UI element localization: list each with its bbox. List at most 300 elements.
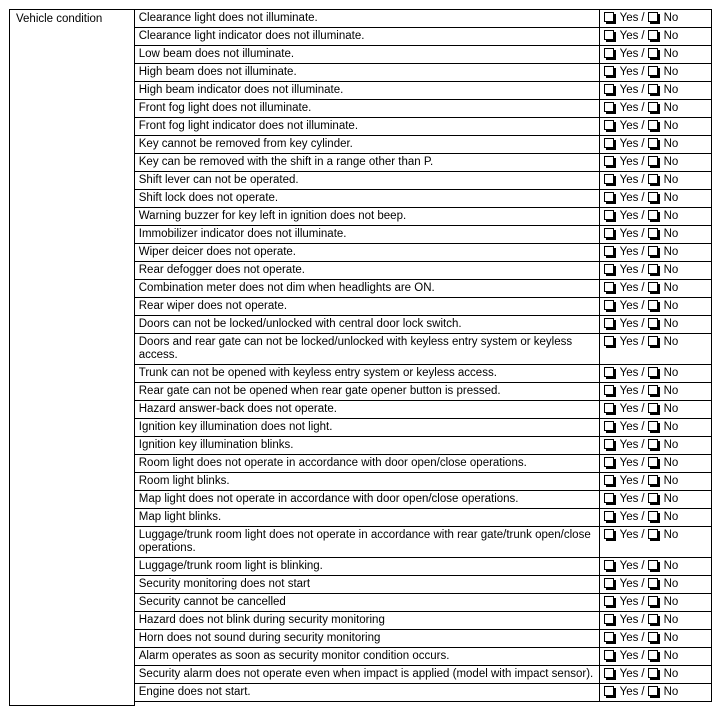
no-label: No bbox=[663, 138, 679, 150]
yes-label: Yes bbox=[619, 282, 639, 294]
no-label: No bbox=[663, 84, 679, 96]
no-checkbox[interactable] bbox=[648, 138, 658, 148]
no-label: No bbox=[663, 560, 679, 572]
no-label: No bbox=[663, 367, 679, 379]
yes-label: Yes bbox=[619, 156, 639, 168]
no-checkbox[interactable] bbox=[648, 421, 658, 431]
answer-separator: / bbox=[641, 493, 645, 505]
yes-checkbox[interactable] bbox=[604, 174, 614, 184]
yes-label: Yes bbox=[619, 493, 639, 505]
checklist-row bbox=[10, 10, 712, 28]
no-label: No bbox=[663, 529, 679, 541]
category-label: Vehicle condition bbox=[16, 13, 103, 25]
yes-label: Yes bbox=[619, 336, 639, 348]
answer-cell bbox=[599, 630, 711, 648]
condition-text: Security alarm does not operate even when impact is applied (model with impact sensor). bbox=[138, 668, 594, 680]
yes-checkbox[interactable] bbox=[604, 632, 614, 642]
answer-cell bbox=[599, 280, 711, 298]
yes-checkbox[interactable] bbox=[604, 264, 614, 274]
answer-cell bbox=[599, 64, 711, 82]
condition-cell bbox=[134, 334, 599, 365]
condition-cell bbox=[134, 594, 599, 612]
no-label: No bbox=[663, 210, 679, 222]
yes-checkbox[interactable] bbox=[604, 385, 614, 395]
answer-separator: / bbox=[641, 421, 645, 433]
answer-cell bbox=[599, 383, 711, 401]
condition-cell bbox=[134, 473, 599, 491]
yes-checkbox[interactable] bbox=[604, 228, 614, 238]
condition-cell bbox=[134, 455, 599, 473]
condition-text: Clearance light does not illuminate. bbox=[138, 12, 318, 24]
condition-text: Luggage/trunk room light does not operate in accordance with rear gate/trunk open/close operations. bbox=[138, 529, 591, 554]
answer-cell bbox=[599, 190, 711, 208]
yes-label: Yes bbox=[619, 30, 639, 42]
condition-cell bbox=[134, 226, 599, 244]
no-label: No bbox=[663, 174, 679, 186]
answer-cell bbox=[599, 118, 711, 136]
yes-checkbox[interactable] bbox=[604, 578, 614, 588]
no-label: No bbox=[663, 282, 679, 294]
condition-text: Engine does not start. bbox=[138, 686, 251, 698]
condition-text: High beam indicator does not illuminate. bbox=[138, 84, 344, 96]
yes-label: Yes bbox=[619, 421, 639, 433]
yes-checkbox[interactable] bbox=[604, 560, 614, 570]
answer-separator: / bbox=[641, 210, 645, 222]
yes-label: Yes bbox=[619, 246, 639, 258]
answer-separator: / bbox=[641, 282, 645, 294]
vehicle-condition-checklist bbox=[9, 9, 712, 706]
yes-checkbox[interactable] bbox=[604, 210, 614, 220]
answer-separator: / bbox=[641, 318, 645, 330]
no-label: No bbox=[663, 511, 679, 523]
condition-text: Room light does not operate in accordance with door open/close operations. bbox=[138, 457, 527, 469]
answer-cell bbox=[599, 509, 711, 527]
condition-cell bbox=[134, 419, 599, 437]
yes-checkbox[interactable] bbox=[604, 102, 614, 112]
no-label: No bbox=[663, 457, 679, 469]
answer-separator: / bbox=[641, 650, 645, 662]
condition-text: Map light blinks. bbox=[138, 511, 222, 523]
answer-separator: / bbox=[641, 84, 645, 96]
yes-label: Yes bbox=[619, 632, 639, 644]
condition-cell bbox=[134, 82, 599, 100]
condition-text: Room light blinks. bbox=[138, 475, 230, 487]
answer-separator: / bbox=[641, 48, 645, 60]
answer-separator: / bbox=[641, 192, 645, 204]
answer-separator: / bbox=[641, 246, 645, 258]
condition-cell bbox=[134, 365, 599, 383]
yes-checkbox[interactable] bbox=[604, 138, 614, 148]
no-checkbox[interactable] bbox=[648, 632, 658, 642]
yes-label: Yes bbox=[619, 84, 639, 96]
condition-cell bbox=[134, 576, 599, 594]
no-label: No bbox=[663, 650, 679, 662]
yes-checkbox[interactable] bbox=[604, 192, 614, 202]
answer-separator: / bbox=[641, 66, 645, 78]
no-checkbox[interactable] bbox=[648, 560, 658, 570]
no-checkbox[interactable] bbox=[648, 66, 658, 76]
yes-checkbox[interactable] bbox=[604, 30, 614, 40]
yes-label: Yes bbox=[619, 457, 639, 469]
condition-text: Trunk can not be opened with keyless entry system or keyless access. bbox=[138, 367, 497, 379]
answer-cell bbox=[599, 473, 711, 491]
answer-separator: / bbox=[641, 511, 645, 523]
answer-cell bbox=[599, 316, 711, 334]
answer-cell bbox=[599, 226, 711, 244]
yes-label: Yes bbox=[619, 264, 639, 276]
condition-cell bbox=[134, 648, 599, 666]
yes-label: Yes bbox=[619, 578, 639, 590]
answer-cell bbox=[599, 648, 711, 666]
yes-checkbox[interactable] bbox=[604, 12, 614, 22]
no-checkbox[interactable] bbox=[648, 192, 658, 202]
condition-cell bbox=[134, 558, 599, 576]
no-checkbox[interactable] bbox=[648, 84, 658, 94]
condition-text: Clearance light indicator does not illuminate. bbox=[138, 30, 365, 42]
condition-cell bbox=[134, 64, 599, 82]
no-checkbox[interactable] bbox=[648, 529, 658, 539]
condition-text: Security monitoring does not start bbox=[138, 578, 311, 590]
yes-checkbox[interactable] bbox=[604, 439, 614, 449]
answer-separator: / bbox=[641, 439, 645, 451]
no-checkbox[interactable] bbox=[648, 246, 658, 256]
no-label: No bbox=[663, 66, 679, 78]
no-checkbox[interactable] bbox=[648, 102, 658, 112]
no-checkbox[interactable] bbox=[648, 12, 658, 22]
condition-cell bbox=[134, 190, 599, 208]
no-checkbox[interactable] bbox=[648, 30, 658, 40]
no-checkbox[interactable] bbox=[648, 475, 658, 485]
answer-separator: / bbox=[641, 578, 645, 590]
no-checkbox[interactable] bbox=[648, 228, 658, 238]
yes-label: Yes bbox=[619, 475, 639, 487]
no-checkbox[interactable] bbox=[648, 300, 658, 310]
yes-label: Yes bbox=[619, 596, 639, 608]
answer-cell bbox=[599, 298, 711, 316]
condition-cell bbox=[134, 612, 599, 630]
condition-cell bbox=[134, 28, 599, 46]
no-label: No bbox=[663, 668, 679, 680]
no-checkbox[interactable] bbox=[648, 174, 658, 184]
condition-text: Security cannot be cancelled bbox=[138, 596, 286, 608]
yes-checkbox[interactable] bbox=[604, 529, 614, 539]
condition-text: Ignition key illumination blinks. bbox=[138, 439, 294, 451]
condition-cell bbox=[134, 10, 599, 28]
yes-checkbox[interactable] bbox=[604, 84, 614, 94]
no-label: No bbox=[663, 632, 679, 644]
no-checkbox[interactable] bbox=[648, 614, 658, 624]
no-label: No bbox=[663, 596, 679, 608]
no-checkbox[interactable] bbox=[648, 385, 658, 395]
answer-separator: / bbox=[641, 264, 645, 276]
answer-cell bbox=[599, 154, 711, 172]
answer-cell bbox=[599, 527, 711, 558]
no-checkbox[interactable] bbox=[648, 264, 658, 274]
yes-checkbox[interactable] bbox=[604, 421, 614, 431]
answer-cell bbox=[599, 172, 711, 190]
yes-checkbox[interactable] bbox=[604, 336, 614, 346]
answer-cell bbox=[599, 244, 711, 262]
no-label: No bbox=[663, 614, 679, 626]
no-label: No bbox=[663, 228, 679, 240]
condition-text: Combination meter does not dim when headlights are ON. bbox=[138, 282, 435, 294]
yes-checkbox[interactable] bbox=[604, 48, 614, 58]
yes-checkbox[interactable] bbox=[604, 120, 614, 130]
yes-label: Yes bbox=[619, 192, 639, 204]
condition-cell bbox=[134, 401, 599, 419]
yes-checkbox[interactable] bbox=[604, 475, 614, 485]
yes-checkbox[interactable] bbox=[604, 282, 614, 292]
answer-separator: / bbox=[641, 336, 645, 348]
condition-cell bbox=[134, 684, 599, 702]
no-checkbox[interactable] bbox=[648, 686, 658, 696]
answer-separator: / bbox=[641, 138, 645, 150]
no-checkbox[interactable] bbox=[648, 282, 658, 292]
yes-label: Yes bbox=[619, 228, 639, 240]
category-cell bbox=[10, 10, 135, 706]
condition-text: Key can be removed with the shift in a range other than P. bbox=[138, 156, 434, 168]
answer-separator: / bbox=[641, 614, 645, 626]
yes-label: Yes bbox=[619, 300, 639, 312]
no-checkbox[interactable] bbox=[648, 318, 658, 328]
no-label: No bbox=[663, 403, 679, 415]
yes-checkbox[interactable] bbox=[604, 650, 614, 660]
no-checkbox[interactable] bbox=[648, 650, 658, 660]
no-checkbox[interactable] bbox=[648, 596, 658, 606]
condition-text: Low beam does not illuminate. bbox=[138, 48, 295, 60]
yes-checkbox[interactable] bbox=[604, 511, 614, 521]
condition-cell bbox=[134, 437, 599, 455]
answer-separator: / bbox=[641, 686, 645, 698]
yes-label: Yes bbox=[619, 529, 639, 541]
yes-label: Yes bbox=[619, 403, 639, 415]
condition-text: Rear wiper does not operate. bbox=[138, 300, 288, 312]
answer-cell bbox=[599, 46, 711, 64]
answer-separator: / bbox=[641, 228, 645, 240]
condition-text: Alarm operates as soon as security monitor condition occurs. bbox=[138, 650, 450, 662]
no-label: No bbox=[663, 686, 679, 698]
no-label: No bbox=[663, 493, 679, 505]
condition-text: Hazard does not blink during security monitoring bbox=[138, 614, 385, 626]
condition-cell bbox=[134, 172, 599, 190]
answer-cell bbox=[599, 491, 711, 509]
answer-separator: / bbox=[641, 560, 645, 572]
answer-cell bbox=[599, 455, 711, 473]
condition-cell bbox=[134, 630, 599, 648]
answer-cell bbox=[599, 437, 711, 455]
condition-cell bbox=[134, 208, 599, 226]
condition-text: Doors can not be locked/unlocked with central door lock switch. bbox=[138, 318, 462, 330]
yes-checkbox[interactable] bbox=[604, 300, 614, 310]
answer-separator: / bbox=[641, 120, 645, 132]
answer-separator: / bbox=[641, 632, 645, 644]
yes-checkbox[interactable] bbox=[604, 493, 614, 503]
answer-cell bbox=[599, 594, 711, 612]
yes-label: Yes bbox=[619, 174, 639, 186]
yes-label: Yes bbox=[619, 439, 639, 451]
answer-separator: / bbox=[641, 385, 645, 397]
condition-text: High beam does not illuminate. bbox=[138, 66, 297, 78]
no-label: No bbox=[663, 318, 679, 330]
yes-checkbox[interactable] bbox=[604, 686, 614, 696]
answer-cell bbox=[599, 558, 711, 576]
yes-label: Yes bbox=[619, 318, 639, 330]
answer-cell bbox=[599, 419, 711, 437]
answer-cell bbox=[599, 100, 711, 118]
condition-text: Shift lever can not be operated. bbox=[138, 174, 299, 186]
answer-cell bbox=[599, 684, 711, 702]
condition-cell bbox=[134, 527, 599, 558]
answer-cell bbox=[599, 401, 711, 419]
yes-label: Yes bbox=[619, 12, 639, 24]
yes-checkbox[interactable] bbox=[604, 318, 614, 328]
condition-cell bbox=[134, 262, 599, 280]
answer-cell bbox=[599, 612, 711, 630]
no-checkbox[interactable] bbox=[648, 156, 658, 166]
answer-separator: / bbox=[641, 475, 645, 487]
condition-cell bbox=[134, 509, 599, 527]
answer-separator: / bbox=[641, 529, 645, 541]
answer-cell bbox=[599, 666, 711, 684]
checklist-table bbox=[9, 9, 712, 706]
no-checkbox[interactable] bbox=[648, 403, 658, 413]
condition-cell bbox=[134, 316, 599, 334]
answer-separator: / bbox=[641, 12, 645, 24]
condition-text: Hazard answer-back does not operate. bbox=[138, 403, 337, 415]
condition-cell bbox=[134, 118, 599, 136]
condition-text: Warning buzzer for key left in ignition does not beep. bbox=[138, 210, 407, 222]
yes-checkbox[interactable] bbox=[604, 403, 614, 413]
yes-checkbox[interactable] bbox=[604, 457, 614, 467]
no-label: No bbox=[663, 192, 679, 204]
no-checkbox[interactable] bbox=[648, 668, 658, 678]
condition-cell bbox=[134, 491, 599, 509]
yes-label: Yes bbox=[619, 102, 639, 114]
yes-checkbox[interactable] bbox=[604, 668, 614, 678]
answer-cell bbox=[599, 28, 711, 46]
no-checkbox[interactable] bbox=[648, 511, 658, 521]
no-checkbox[interactable] bbox=[648, 120, 658, 130]
answer-separator: / bbox=[641, 156, 645, 168]
no-checkbox[interactable] bbox=[648, 439, 658, 449]
condition-cell bbox=[134, 154, 599, 172]
yes-label: Yes bbox=[619, 614, 639, 626]
answer-separator: / bbox=[641, 300, 645, 312]
answer-separator: / bbox=[641, 457, 645, 469]
yes-label: Yes bbox=[619, 686, 639, 698]
answer-cell bbox=[599, 365, 711, 383]
answer-separator: / bbox=[641, 367, 645, 379]
condition-text: Rear gate can not be opened when rear gate opener button is pressed. bbox=[138, 385, 501, 397]
answer-cell bbox=[599, 262, 711, 280]
no-label: No bbox=[663, 120, 679, 132]
condition-cell bbox=[134, 280, 599, 298]
yes-label: Yes bbox=[619, 385, 639, 397]
condition-text: Luggage/trunk room light is blinking. bbox=[138, 560, 323, 572]
condition-cell bbox=[134, 46, 599, 64]
yes-label: Yes bbox=[619, 650, 639, 662]
answer-separator: / bbox=[641, 668, 645, 680]
no-label: No bbox=[663, 300, 679, 312]
condition-text: Key cannot be removed from key cylinder. bbox=[138, 138, 353, 150]
answer-cell bbox=[599, 10, 711, 28]
yes-label: Yes bbox=[619, 210, 639, 222]
answer-separator: / bbox=[641, 30, 645, 42]
answer-cell bbox=[599, 576, 711, 594]
yes-checkbox[interactable] bbox=[604, 614, 614, 624]
yes-checkbox[interactable] bbox=[604, 246, 614, 256]
no-label: No bbox=[663, 336, 679, 348]
condition-text: Map light does not operate in accordance with door open/close operations. bbox=[138, 493, 519, 505]
no-label: No bbox=[663, 264, 679, 276]
no-checkbox[interactable] bbox=[648, 336, 658, 346]
no-label: No bbox=[663, 578, 679, 590]
condition-cell bbox=[134, 298, 599, 316]
no-checkbox[interactable] bbox=[648, 367, 658, 377]
condition-text: Horn does not sound during security monitoring bbox=[138, 632, 381, 644]
no-label: No bbox=[663, 421, 679, 433]
condition-cell bbox=[134, 136, 599, 154]
no-label: No bbox=[663, 48, 679, 60]
yes-label: Yes bbox=[619, 48, 639, 60]
yes-label: Yes bbox=[619, 367, 639, 379]
bottom-rule-cell bbox=[134, 702, 711, 706]
yes-checkbox[interactable] bbox=[604, 66, 614, 76]
answer-cell bbox=[599, 208, 711, 226]
yes-label: Yes bbox=[619, 138, 639, 150]
answer-separator: / bbox=[641, 403, 645, 415]
yes-label: Yes bbox=[619, 560, 639, 572]
yes-label: Yes bbox=[619, 120, 639, 132]
no-label: No bbox=[663, 385, 679, 397]
yes-label: Yes bbox=[619, 66, 639, 78]
no-label: No bbox=[663, 246, 679, 258]
condition-cell bbox=[134, 100, 599, 118]
no-checkbox[interactable] bbox=[648, 578, 658, 588]
no-checkbox[interactable] bbox=[648, 493, 658, 503]
no-label: No bbox=[663, 156, 679, 168]
answer-cell bbox=[599, 334, 711, 365]
yes-checkbox[interactable] bbox=[604, 367, 614, 377]
answer-separator: / bbox=[641, 596, 645, 608]
no-label: No bbox=[663, 439, 679, 451]
condition-text: Shift lock does not operate. bbox=[138, 192, 279, 204]
condition-cell bbox=[134, 666, 599, 684]
no-label: No bbox=[663, 475, 679, 487]
yes-label: Yes bbox=[619, 511, 639, 523]
answer-cell bbox=[599, 136, 711, 154]
condition-text: Ignition key illumination does not light. bbox=[138, 421, 333, 433]
condition-text: Wiper deicer does not operate. bbox=[138, 246, 297, 258]
yes-checkbox[interactable] bbox=[604, 596, 614, 606]
answer-cell bbox=[599, 82, 711, 100]
no-label: No bbox=[663, 30, 679, 42]
yes-checkbox[interactable] bbox=[604, 156, 614, 166]
no-checkbox[interactable] bbox=[648, 48, 658, 58]
condition-cell bbox=[134, 383, 599, 401]
yes-label: Yes bbox=[619, 668, 639, 680]
no-checkbox[interactable] bbox=[648, 457, 658, 467]
no-checkbox[interactable] bbox=[648, 210, 658, 220]
answer-separator: / bbox=[641, 174, 645, 186]
condition-text: Rear defogger does not operate. bbox=[138, 264, 305, 276]
answer-separator: / bbox=[641, 102, 645, 114]
condition-text: Front fog light does not illuminate. bbox=[138, 102, 312, 114]
condition-text: Doors and rear gate can not be locked/unlocked with keyless entry system or keyless access. bbox=[138, 336, 573, 361]
no-label: No bbox=[663, 102, 679, 114]
condition-text: Front fog light indicator does not illuminate. bbox=[138, 120, 359, 132]
no-label: No bbox=[663, 12, 679, 24]
